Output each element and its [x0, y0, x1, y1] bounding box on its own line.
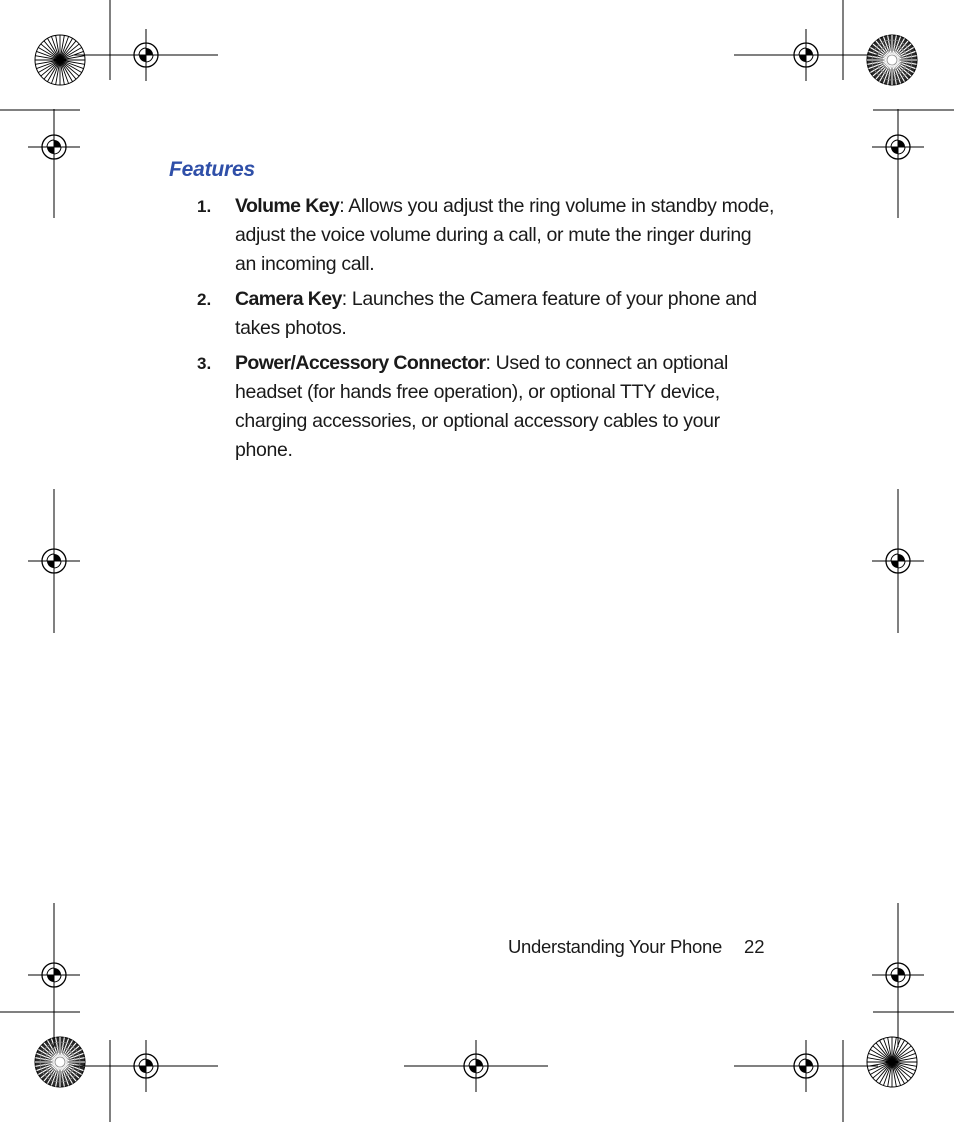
footer-label: Understanding Your Phone — [508, 936, 722, 957]
item-term: Power/Accessory Connector — [235, 352, 486, 374]
page-number: 22 — [744, 936, 765, 957]
item-body — [235, 285, 777, 343]
item-text: : Launches the Camera feature of your phone and takes photos. — [235, 288, 757, 339]
item-body — [235, 349, 777, 465]
item-text: : Allows you adjust the ring volume in standby mode, adjust the voice volume during a call, or mute the ringer during an incoming call. — [235, 195, 775, 275]
item-number: 3. — [197, 354, 212, 373]
item-term: Volume Key — [235, 195, 340, 217]
list-item — [197, 349, 777, 465]
item-term: Camera Key — [235, 288, 342, 310]
feature-list — [197, 192, 777, 471]
item-number: 2. — [197, 290, 212, 309]
item-text: : Used to connect an optional headset (for hands free operation), or optional TTY device, charging accessories, or optional accessory cables to your phone. — [235, 352, 728, 461]
item-number: 1. — [197, 197, 212, 216]
section-heading: Features — [169, 158, 255, 181]
list-item — [197, 192, 777, 279]
item-body — [235, 192, 777, 279]
list-item — [197, 285, 777, 343]
